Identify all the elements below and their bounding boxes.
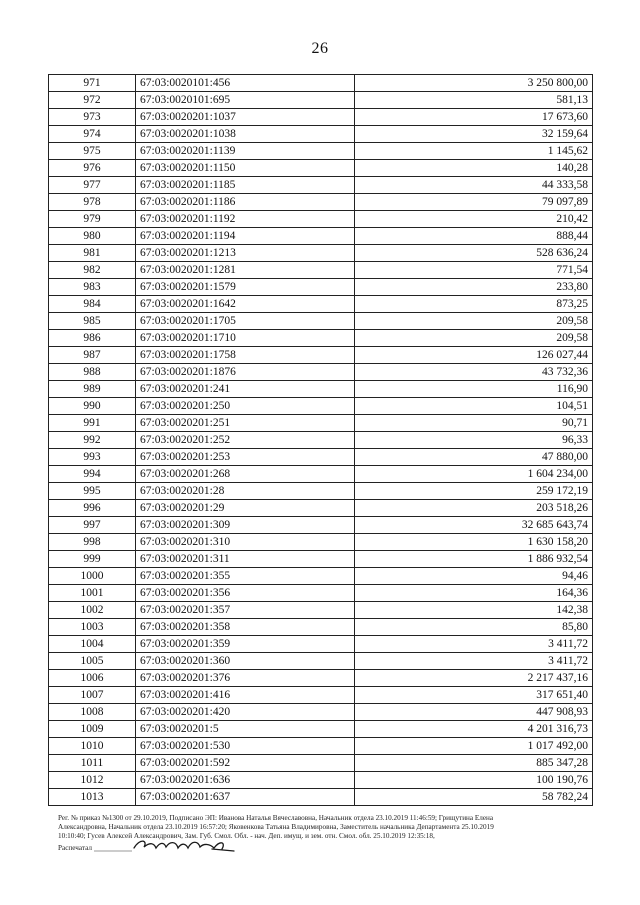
table-row	[49, 296, 593, 313]
row-number: 988	[49, 364, 136, 381]
row-number: 1005	[49, 653, 136, 670]
value-amount: 203 518,26	[355, 500, 593, 517]
cadastral-number: 67:03:0020201:1281	[136, 262, 355, 279]
row-number: 1008	[49, 704, 136, 721]
table-row	[49, 92, 593, 109]
table-row	[49, 687, 593, 704]
cadastral-number: 67:03:0020201:268	[136, 466, 355, 483]
table-row	[49, 534, 593, 551]
row-number: 974	[49, 126, 136, 143]
cadastral-number: 67:03:0020201:241	[136, 381, 355, 398]
value-amount: 771,54	[355, 262, 593, 279]
cadastral-number: 67:03:0020201:1038	[136, 126, 355, 143]
cadastral-number: 67:03:0020201:310	[136, 534, 355, 551]
cadastral-number: 67:03:0020201:637	[136, 789, 355, 806]
table-row	[49, 772, 593, 789]
value-amount: 873,25	[355, 296, 593, 313]
row-number: 999	[49, 551, 136, 568]
value-amount: 90,71	[355, 415, 593, 432]
value-amount: 100 190,76	[355, 772, 593, 789]
cadastral-number: 67:03:0020201:5	[136, 721, 355, 738]
cadastral-number: 67:03:0020201:253	[136, 449, 355, 466]
table-row	[49, 585, 593, 602]
table-row	[49, 500, 593, 517]
cadastral-number: 67:03:0020201:1139	[136, 143, 355, 160]
table-row	[49, 398, 593, 415]
table-row	[49, 568, 593, 585]
row-number: 1011	[49, 755, 136, 772]
value-amount: 96,33	[355, 432, 593, 449]
table-row	[49, 602, 593, 619]
table-row	[49, 704, 593, 721]
row-number: 986	[49, 330, 136, 347]
registry-table-body	[49, 75, 593, 806]
table-row	[49, 126, 593, 143]
row-number: 1006	[49, 670, 136, 687]
footer-line-3: 10:10:40; Гусев Алексей Александрович, Зам. Губ. Смол. Обл. - нач. Деп. имущ. и зем. отн. Смол. обл. 25.10.2019 12:35:18,	[58, 832, 435, 841]
cadastral-number: 67:03:0020201:636	[136, 772, 355, 789]
value-amount: 85,80	[355, 619, 593, 636]
row-number: 977	[49, 177, 136, 194]
value-amount: 4 201 316,73	[355, 721, 593, 738]
value-amount: 126 027,44	[355, 347, 593, 364]
table-row	[49, 177, 593, 194]
value-amount: 32 685 643,74	[355, 517, 593, 534]
cadastral-number: 67:03:0020201:1186	[136, 194, 355, 211]
table-row	[49, 738, 593, 755]
value-amount: 1 630 158,20	[355, 534, 593, 551]
row-number: 1010	[49, 738, 136, 755]
table-row	[49, 109, 593, 126]
cadastral-number: 67:03:0020201:359	[136, 636, 355, 653]
value-amount: 142,38	[355, 602, 593, 619]
value-amount: 104,51	[355, 398, 593, 415]
table-row	[49, 160, 593, 177]
cadastral-number: 67:03:0020201:360	[136, 653, 355, 670]
value-amount: 44 333,58	[355, 177, 593, 194]
table-row	[49, 330, 593, 347]
table-row	[49, 228, 593, 245]
cadastral-number: 67:03:0020201:1213	[136, 245, 355, 262]
value-amount: 1 604 234,00	[355, 466, 593, 483]
row-number: 994	[49, 466, 136, 483]
value-amount: 140,28	[355, 160, 593, 177]
value-amount: 317 651,40	[355, 687, 593, 704]
cadastral-number: 67:03:0020201:1579	[136, 279, 355, 296]
cadastral-number: 67:03:0020201:592	[136, 755, 355, 772]
value-amount: 3 250 800,00	[355, 75, 593, 92]
cadastral-number: 67:03:0020201:1710	[136, 330, 355, 347]
table-row	[49, 347, 593, 364]
table-row	[49, 364, 593, 381]
value-amount: 1 886 932,54	[355, 551, 593, 568]
table-row	[49, 466, 593, 483]
row-number: 1009	[49, 721, 136, 738]
cadastral-number: 67:03:0020201:1194	[136, 228, 355, 245]
row-number: 997	[49, 517, 136, 534]
row-number: 987	[49, 347, 136, 364]
table-row	[49, 449, 593, 466]
cadastral-number: 67:03:0020201:376	[136, 670, 355, 687]
row-number: 972	[49, 92, 136, 109]
value-amount: 47 880,00	[355, 449, 593, 466]
table-row	[49, 721, 593, 738]
table-row	[49, 415, 593, 432]
row-number: 980	[49, 228, 136, 245]
row-number: 983	[49, 279, 136, 296]
row-number: 984	[49, 296, 136, 313]
cadastral-number: 67:03:0020201:358	[136, 619, 355, 636]
cadastral-number: 67:03:0020201:250	[136, 398, 355, 415]
registry-table	[48, 74, 593, 806]
value-amount: 17 673,60	[355, 109, 593, 126]
table-row	[49, 670, 593, 687]
value-amount: 2 217 437,16	[355, 670, 593, 687]
cadastral-number: 67:03:0020101:456	[136, 75, 355, 92]
cadastral-number: 67:03:0020101:695	[136, 92, 355, 109]
table-row	[49, 517, 593, 534]
value-amount: 581,13	[355, 92, 593, 109]
handwritten-signature	[94, 836, 244, 854]
cadastral-number: 67:03:0020201:355	[136, 568, 355, 585]
cadastral-number: 67:03:0020201:251	[136, 415, 355, 432]
footer-line-1: Рег. № приказ №1300 от 29.10.2019, Подписано ЭП: Иванова Наталья Вячеславовна, Начальник отдела 23.10.2019 11:46:59; Грищутина Елена	[58, 814, 494, 822]
table-row	[49, 619, 593, 636]
table-row	[49, 211, 593, 228]
row-number: 992	[49, 432, 136, 449]
row-number: 1007	[49, 687, 136, 704]
table-row	[49, 143, 593, 160]
cadastral-number: 67:03:0020201:1642	[136, 296, 355, 313]
cadastral-number: 67:03:0020201:356	[136, 585, 355, 602]
cadastral-number: 67:03:0020201:530	[136, 738, 355, 755]
cadastral-number: 67:03:0020201:1150	[136, 160, 355, 177]
value-amount: 1 017 492,00	[355, 738, 593, 755]
footer-line-2: Александровна, Начальник отдела 23.10.2019 16:57:20; Яковенкова Татьяна Владимировна, Заместитель начальника Департамента 25.10.2019	[58, 823, 494, 832]
cadastral-number: 67:03:0020201:29	[136, 500, 355, 517]
row-number: 995	[49, 483, 136, 500]
row-number: 975	[49, 143, 136, 160]
value-amount: 259 172,19	[355, 483, 593, 500]
printed-by	[58, 842, 588, 854]
cadastral-number: 67:03:0020201:1758	[136, 347, 355, 364]
cadastral-number: 67:03:0020201:416	[136, 687, 355, 704]
table-row	[49, 755, 593, 772]
value-amount: 58 782,24	[355, 789, 593, 806]
row-number: 1003	[49, 619, 136, 636]
value-amount: 210,42	[355, 211, 593, 228]
row-number: 971	[49, 75, 136, 92]
value-amount: 447 908,93	[355, 704, 593, 721]
row-number: 989	[49, 381, 136, 398]
cadastral-number: 67:03:0020201:1037	[136, 109, 355, 126]
table-row	[49, 381, 593, 398]
row-number: 1000	[49, 568, 136, 585]
row-number: 1004	[49, 636, 136, 653]
table-row	[49, 551, 593, 568]
row-number: 981	[49, 245, 136, 262]
table-row	[49, 194, 593, 211]
row-number: 990	[49, 398, 136, 415]
row-number: 1002	[49, 602, 136, 619]
table-row	[49, 653, 593, 670]
row-number: 973	[49, 109, 136, 126]
row-number: 1001	[49, 585, 136, 602]
row-number: 982	[49, 262, 136, 279]
value-amount: 32 159,64	[355, 126, 593, 143]
signature-footer	[58, 814, 588, 854]
value-amount: 528 636,24	[355, 245, 593, 262]
value-amount: 888,44	[355, 228, 593, 245]
value-amount: 1 145,62	[355, 143, 593, 160]
value-amount: 209,58	[355, 330, 593, 347]
value-amount: 885 347,28	[355, 755, 593, 772]
cadastral-number: 67:03:0020201:309	[136, 517, 355, 534]
table-row	[49, 789, 593, 806]
value-amount: 79 097,89	[355, 194, 593, 211]
value-amount: 3 411,72	[355, 636, 593, 653]
cadastral-number: 67:03:0020201:28	[136, 483, 355, 500]
value-amount: 116,90	[355, 381, 593, 398]
table-row	[49, 279, 593, 296]
cadastral-number: 67:03:0020201:252	[136, 432, 355, 449]
cadastral-number: 67:03:0020201:420	[136, 704, 355, 721]
row-number: 976	[49, 160, 136, 177]
table-row	[49, 483, 593, 500]
row-number: 991	[49, 415, 136, 432]
cadastral-number: 67:03:0020201:311	[136, 551, 355, 568]
row-number: 996	[49, 500, 136, 517]
value-amount: 209,58	[355, 313, 593, 330]
printed-by-label: Распечатал	[58, 844, 92, 853]
cadastral-number: 67:03:0020201:1192	[136, 211, 355, 228]
row-number: 985	[49, 313, 136, 330]
value-amount: 43 732,36	[355, 364, 593, 381]
cadastral-number: 67:03:0020201:1705	[136, 313, 355, 330]
table-row	[49, 636, 593, 653]
table-row	[49, 432, 593, 449]
row-number: 998	[49, 534, 136, 551]
row-number: 1013	[49, 789, 136, 806]
row-number: 1012	[49, 772, 136, 789]
table-row	[49, 75, 593, 92]
value-amount: 94,46	[355, 568, 593, 585]
row-number: 978	[49, 194, 136, 211]
cadastral-number: 67:03:0020201:1876	[136, 364, 355, 381]
row-number: 979	[49, 211, 136, 228]
page-number: 26	[311, 40, 329, 57]
cadastral-number: 67:03:0020201:357	[136, 602, 355, 619]
table-row	[49, 245, 593, 262]
row-number: 993	[49, 449, 136, 466]
table-row	[49, 313, 593, 330]
table-row	[49, 262, 593, 279]
value-amount: 164,36	[355, 585, 593, 602]
value-amount: 233,80	[355, 279, 593, 296]
cadastral-number: 67:03:0020201:1185	[136, 177, 355, 194]
value-amount: 3 411,72	[355, 653, 593, 670]
